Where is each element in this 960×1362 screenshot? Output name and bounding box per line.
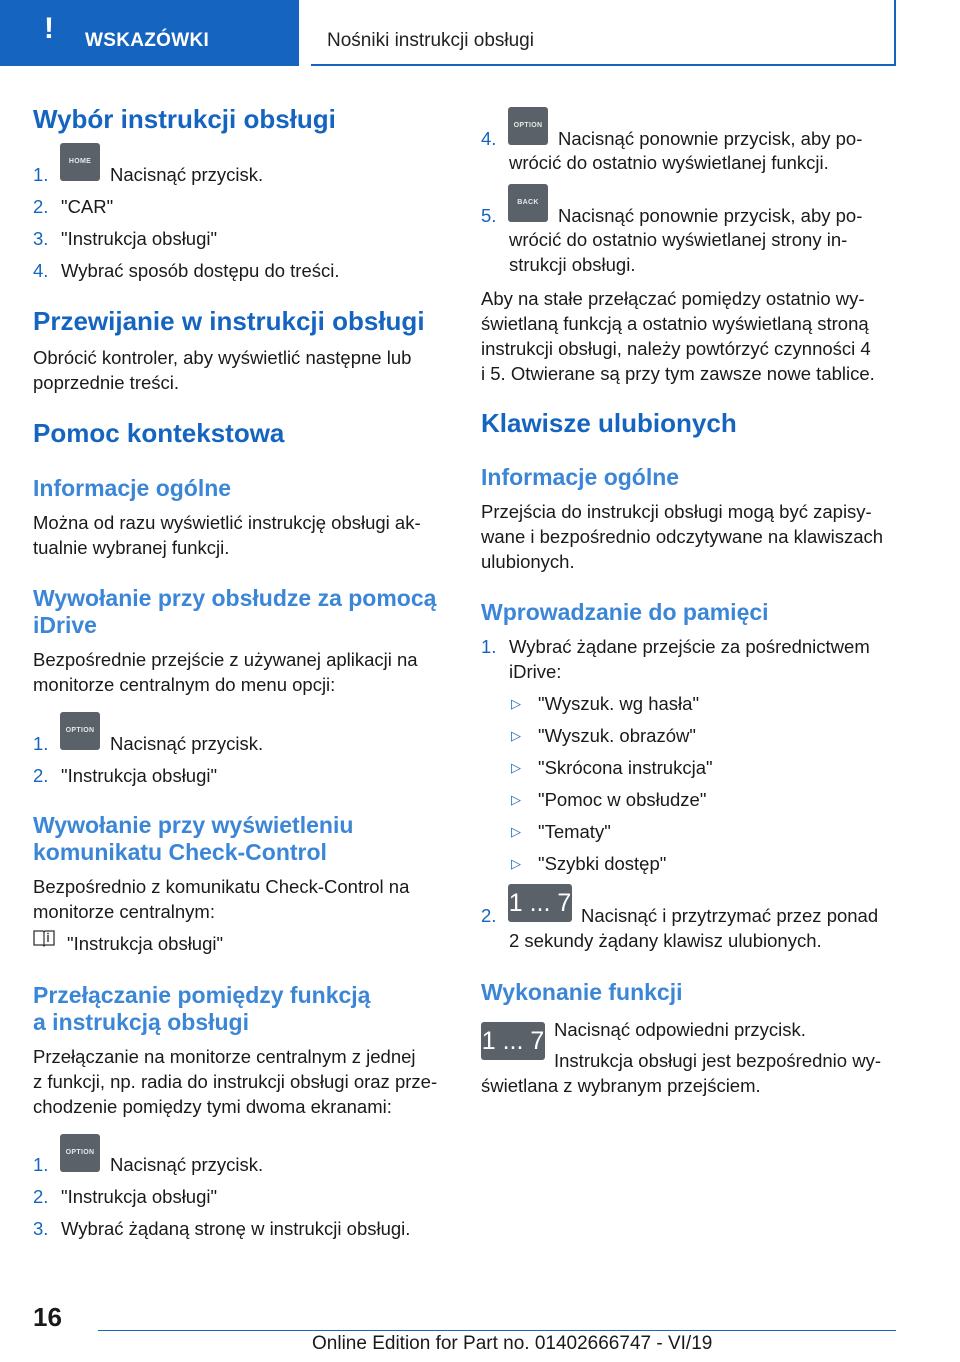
step-number: 1. xyxy=(33,1154,49,1175)
paragraph: Aby na stałe przełączać pomiędzy ostatnio wy- xyxy=(481,288,865,309)
list-item: wrócić do ostatnio wyświetlanej strony in- xyxy=(509,229,848,250)
step-number: 3. xyxy=(33,1218,49,1239)
list-item: "Pomoc w obsłudze" xyxy=(538,789,707,810)
paragraph: chodzenie pomiędzy tymi dwoma ekranami: xyxy=(33,1096,392,1117)
list-item: Nacisnąć ponownie przycisk, aby po- xyxy=(558,128,863,149)
list-item: "Tematy" xyxy=(538,821,611,842)
bullet-icon: ▷ xyxy=(511,824,521,839)
bullet-icon: ▷ xyxy=(511,856,521,871)
subheading-general-info: Informacje ogólne xyxy=(33,475,232,501)
section-tab xyxy=(0,0,299,66)
book-icon xyxy=(33,929,55,947)
list-item: "Instrukcja obsługi" xyxy=(61,1186,218,1207)
bullet-icon: ▷ xyxy=(511,696,521,711)
list-item: Nacisnąć i przytrzymać przez ponad xyxy=(581,905,879,926)
heading-select-manual: Wybór instrukcji obsługi xyxy=(33,104,336,134)
list-item: "Skrócona instrukcja" xyxy=(538,757,713,778)
paragraph: Bezpośrednio z komunikatu Check-Control na xyxy=(33,876,410,897)
paragraph: Przejścia do instrukcji obsługi mogą być zapisy- xyxy=(481,501,872,522)
chapter-box xyxy=(311,0,896,66)
home-button-icon: HOME xyxy=(60,143,100,181)
option-button-icon: OPTION xyxy=(60,1134,100,1172)
paragraph: i 5. Otwierane są przy tym zawsze nowe tablice. xyxy=(481,363,875,384)
step-number: 4. xyxy=(481,128,497,149)
list-item: "Instrukcja obsługi" xyxy=(61,765,218,786)
favorite-keys-icon: 1 ... 7 xyxy=(481,1022,545,1060)
list-item: Nacisnąć ponownie przycisk, aby po- xyxy=(558,205,863,226)
heading-context-help: Pomoc kontekstowa xyxy=(33,418,285,448)
list-item: Wybrać żądaną stronę w instrukcji obsługi. xyxy=(61,1218,411,1239)
paragraph: wane i bezpośrednio odczytywane na klawiszach xyxy=(481,526,884,547)
subheading-store: Wprowadzanie do pamięci xyxy=(481,599,769,625)
bullet-icon: ▷ xyxy=(511,728,521,743)
subheading-check-control-cont: komunikatu Check-Control xyxy=(33,839,327,865)
paragraph: Przełączanie na monitorze centralnym z jednej xyxy=(33,1046,416,1067)
exclamation-icon: ! xyxy=(44,12,54,45)
chapter-title: Nośniki instrukcji obsługi xyxy=(327,30,534,51)
back-button-icon: BACK xyxy=(508,184,548,222)
list-item: iDrive: xyxy=(509,661,562,682)
list-item: wrócić do ostatnio wyświetlanej funkcji. xyxy=(509,152,829,173)
step-number: 2. xyxy=(481,905,497,926)
paragraph: Instrukcja obsługi jest bezpośrednio wy- xyxy=(554,1050,881,1071)
step-number: 2. xyxy=(33,765,49,786)
page-number: 16 xyxy=(33,1302,62,1332)
step-number: 1. xyxy=(33,164,49,185)
list-item: "Instrukcja obsługi" xyxy=(61,228,218,249)
list-item: "Szybki dostęp" xyxy=(538,853,667,874)
heading-scroll: Przewijanie w instrukcji obsługi xyxy=(33,306,425,336)
list-item: Nacisnąć przycisk. xyxy=(110,733,264,754)
section-label: WSKAZÓWKI xyxy=(85,30,210,51)
footer-divider xyxy=(98,1330,896,1331)
paragraph: Bezpośrednie przejście z używanej aplikacji na xyxy=(33,649,418,670)
step-number: 3. xyxy=(33,228,49,249)
paragraph: Można od razu wyświetlić instrukcję obsługi ak- xyxy=(33,512,421,533)
subheading-check-control: Wywołanie przy wyświetleniu xyxy=(33,812,354,838)
paragraph: instrukcji obsługi, należy powtórzyć czynności 4 xyxy=(481,338,871,359)
list-item: Nacisnąć przycisk. xyxy=(110,1154,264,1175)
paragraph: poprzednie treści. xyxy=(33,372,180,393)
favorite-keys-icon: 1 ... 7 xyxy=(508,884,572,922)
bullet-icon: ▷ xyxy=(511,792,521,807)
edition-note: Online Edition for Part no. 01402666747 - VI/19 xyxy=(312,1333,713,1354)
step-number: 2. xyxy=(33,196,49,217)
subheading-switch-cont: a instrukcją obsługi xyxy=(33,1009,249,1035)
list-item: 2 sekundy żądany klawisz ulubionych. xyxy=(509,930,822,951)
page-header xyxy=(0,0,960,66)
paragraph: monitorze centralnym do menu opcji: xyxy=(33,674,336,695)
list-item: "CAR" xyxy=(61,196,114,217)
list-item: Nacisnąć przycisk. xyxy=(110,164,264,185)
step-number: 1. xyxy=(33,733,49,754)
paragraph: świetlana z wybranym przejściem. xyxy=(481,1075,761,1096)
list-item: Wybrać żądane przejście za pośrednictwem xyxy=(509,636,870,657)
subheading-idrive-cont: iDrive xyxy=(33,612,97,638)
subheading-idrive: Wywołanie przy obsłudze za pomocą xyxy=(33,585,437,611)
paragraph: z funkcji, np. radia do instrukcji obsługi oraz prze- xyxy=(33,1071,438,1092)
paragraph: ulubionych. xyxy=(481,551,575,572)
option-button-icon: OPTION xyxy=(60,712,100,750)
subheading-general-info: Informacje ogólne xyxy=(481,464,680,490)
list-item: strukcji obsługi. xyxy=(509,254,636,275)
heading-favorites: Klawisze ulubionych xyxy=(481,408,737,438)
list-item: Wybrać sposób dostępu do treści. xyxy=(61,260,340,281)
subheading-switch: Przełączanie pomiędzy funkcją xyxy=(33,982,371,1008)
paragraph: świetlaną funkcją a ostatnio wyświetlaną stroną xyxy=(481,313,869,334)
paragraph: Obrócić kontroler, aby wyświetlić następne lub xyxy=(33,347,412,368)
step-number: 4. xyxy=(33,260,49,281)
step-number: 1. xyxy=(481,636,497,657)
paragraph: Nacisnąć odpowiedni przycisk. xyxy=(554,1019,806,1040)
step-number: 2. xyxy=(33,1186,49,1207)
paragraph: monitorze centralnym: xyxy=(33,901,215,922)
subheading-execute: Wykonanie funkcji xyxy=(481,979,683,1005)
option-button-icon: OPTION xyxy=(508,107,548,145)
list-item: "Wyszuk. wg hasła" xyxy=(538,693,700,714)
bullet-icon: ▷ xyxy=(511,760,521,775)
list-item: "Wyszuk. obrazów" xyxy=(538,725,696,746)
list-item: "Instrukcja obsługi" xyxy=(67,933,224,954)
paragraph: tualnie wybranej funkcji. xyxy=(33,537,230,558)
step-number: 5. xyxy=(481,205,497,226)
